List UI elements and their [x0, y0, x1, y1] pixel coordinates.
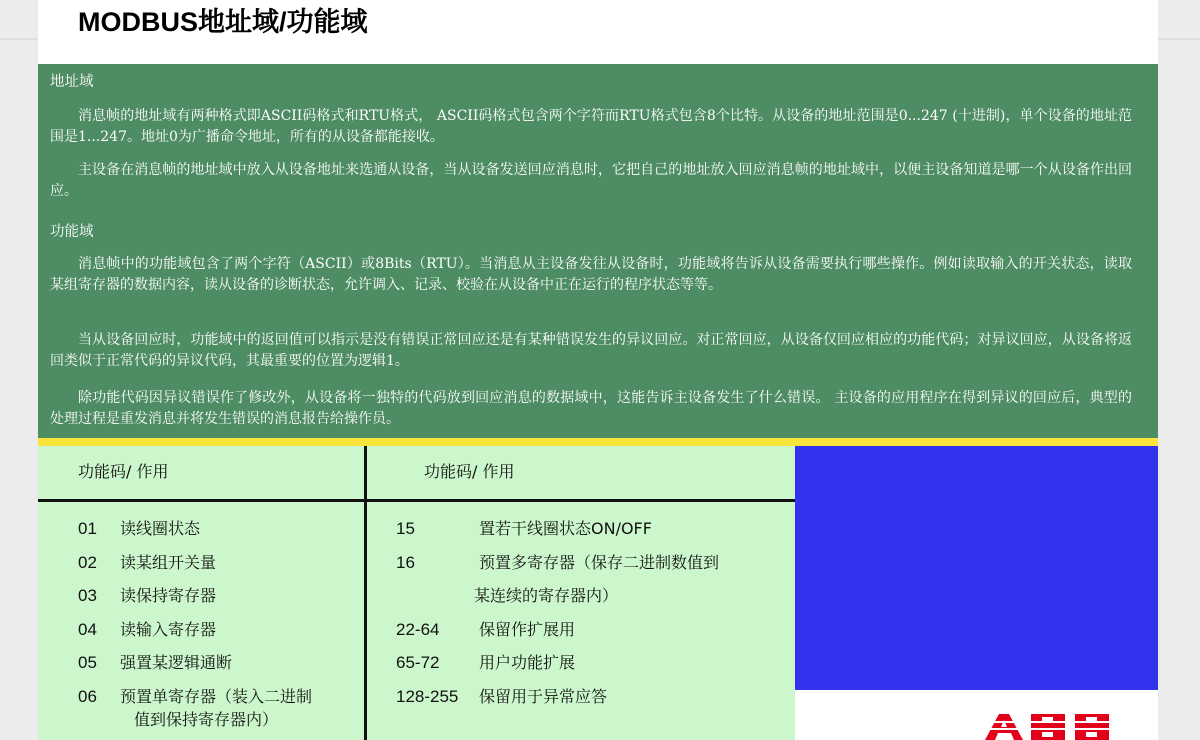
function-description: 读输入寄存器	[120, 620, 217, 639]
function-paragraph-2: 当从设备回应时，功能域中的返回值可以指示是没有错误正常回应还是有某种错误发生的异议回应。对正常回应，从设备仅回应相应的功能代码；对异议回应，从设备将返回类似于正常代码的异议代码，其最重要的位置为逻辑1。	[50, 332, 1132, 369]
function-description: 读线圈状态	[120, 519, 201, 538]
function-code: 128-255	[396, 687, 459, 706]
function-code: 16	[396, 553, 415, 572]
function-code: 01	[78, 519, 97, 538]
slide-title: MODBUS地址域/功能域	[78, 7, 368, 37]
function-heading: 功能域	[50, 224, 94, 240]
address-heading: 地址域	[50, 74, 94, 90]
viewer-right-margin	[1158, 0, 1200, 740]
function-description: 用户功能扩展	[479, 653, 576, 672]
address-paragraph-2: 主设备在消息帧的地址域中放入从设备地址来选通从设备，当从设备发送回应消息时，它把自己的地址放入回应消息帧的地址域中，以便主设备知道是哪一个从设备作出回应。	[50, 162, 1132, 199]
abb-logo	[985, 714, 1117, 740]
function-code: 04	[78, 620, 97, 639]
function-description: 保留用于异常应答	[479, 687, 608, 706]
function-code: 02	[78, 553, 97, 572]
function-paragraph-1: 消息帧中的功能域包含了两个字符（ASCII）或8Bits（RTU）。当消息从主设备发往从设备时，功能域将告诉从设备需要执行哪些操作。例如读取输入的开关状态，读取某组寄存器的数据内容，读从设备的诊断状态，允许调入、记录、校验在从设备中正在运行的程序状态等等。	[50, 256, 1132, 293]
address-paragraph-1: 消息帧的地址域有两种格式即ASCII码格式和RTU格式， ASCII码格式包含两个字符而RTU格式包含8个比特。从设备的地址范围是0...247 (十进制)，单个设备的地址范围是1...247。地址0为广播命令地址，所有的从设备都能接收。	[50, 108, 1132, 145]
function-description: 强置某逻辑通断	[120, 653, 233, 672]
function-code: 22-64	[396, 620, 440, 639]
description-panel	[38, 64, 1158, 438]
slide	[38, 0, 1158, 740]
function-code: 06	[78, 687, 97, 706]
function-paragraph-3: 除功能代码因异议错误作了修改外，从设备将一独特的代码放到回应消息的数据域中，这能告诉主设备发生了什么错误。 主设备的应用程序在得到异议的回应后，典型的处理过程是重发消息并将发生错误的消息报告给操作员。	[50, 390, 1132, 427]
function-code: 03	[78, 586, 97, 605]
function-description: 读某组开关量	[120, 553, 217, 572]
function-code: 05	[78, 653, 97, 672]
blue-block	[795, 446, 1158, 690]
viewer-left-margin	[0, 0, 38, 740]
table-header-left: 功能码/ 作用	[78, 462, 169, 481]
table-header-right: 功能码/ 作用	[424, 462, 515, 481]
function-description: 预置单寄存器（装入二进制	[120, 687, 313, 706]
function-code: 15	[396, 519, 415, 538]
function-description: 预置多寄存器（保存二进制数值到	[479, 553, 720, 572]
function-code: 65-72	[396, 653, 440, 672]
table-column-divider	[364, 446, 367, 740]
function-description: 保留作扩展用	[479, 620, 576, 639]
yellow-divider	[38, 438, 1158, 446]
function-description-continued: 值到保持寄存器内）	[134, 710, 279, 729]
function-description: 置若干线圈状态ON/OFF	[479, 519, 652, 538]
function-description: 读保持寄存器	[120, 586, 217, 605]
function-description-continued: 某连续的寄存器内）	[474, 586, 619, 605]
function-code-table	[38, 446, 795, 740]
table-header-divider	[38, 499, 795, 502]
